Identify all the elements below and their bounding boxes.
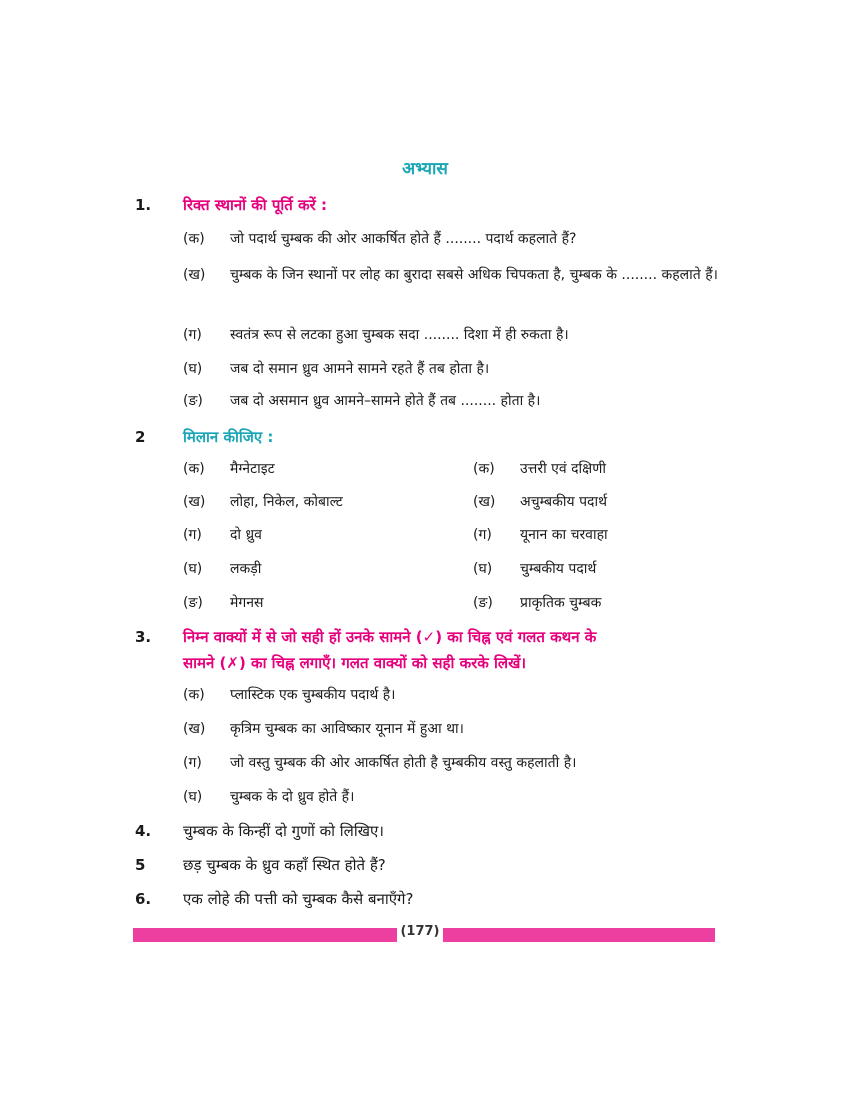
- right-text: अचुम्बकीय पदार्थ: [520, 494, 608, 510]
- item-label: (क): [183, 231, 205, 247]
- item-label: (क): [183, 687, 205, 703]
- item-label: (ख): [183, 721, 206, 737]
- item-label: (घ): [183, 361, 203, 377]
- item-label: (ग): [183, 755, 202, 771]
- match-row: [183, 489, 723, 515]
- right-text: प्राकृतिक चुम्बक: [520, 595, 602, 611]
- item-text: जो वस्तु चुम्बक की ओर आकर्षित होती है चुम्बकीय वस्तु कहलाती है।: [230, 755, 577, 771]
- left-label: (ख): [183, 494, 206, 510]
- footer-bar-left: [133, 928, 397, 942]
- right-label: (ख): [473, 494, 496, 510]
- question-text: चुम्बक के किन्हीं दो गुणों को लिखिए।: [183, 822, 384, 840]
- item-label: (ङ): [183, 393, 203, 409]
- question-number: 4.: [135, 822, 152, 840]
- left-label: (घ): [183, 561, 203, 577]
- match-row: [183, 456, 723, 482]
- item-text: स्वतंत्र रूप से लटका हुआ चुम्बक सदा ........ दिशा में ही रुकता है।: [230, 327, 569, 343]
- right-label: (ग): [473, 527, 492, 543]
- question-number: 1.: [135, 196, 152, 214]
- right-label: (क): [473, 461, 495, 477]
- right-text: उत्तरी एवं दक्षिणी: [520, 461, 606, 477]
- item-text: चुम्बक के दो ध्रुव होते हैं।: [230, 789, 355, 805]
- footer-bar-right: [443, 928, 715, 942]
- question-text-line-2: सामने (✗) का चिह्न लगाएँ। गलत वाक्यों को सही करके लिखें।: [183, 654, 527, 672]
- right-text: यूनान का चरवाहा: [520, 527, 608, 543]
- item-text: प्लास्टिक एक चुम्बकीय पदार्थ है।: [230, 687, 396, 703]
- item-label: (ग): [183, 327, 202, 343]
- question-number: 2: [135, 428, 146, 446]
- item-text: जो पदार्थ चुम्बक की ओर आकर्षित होते हैं ........ पदार्थ कहलाते हैं?: [230, 231, 577, 247]
- left-text: मेगनस: [230, 595, 264, 611]
- left-text: लोहा, निकेल, कोबाल्ट: [230, 494, 343, 510]
- question-text: छड़ चुम्बक के ध्रुव कहाँ स्थित होते हैं?: [183, 856, 386, 874]
- left-text: लकड़ी: [230, 561, 262, 577]
- item-text: कृत्रिम चुम्बक का आविष्कार यूनान में हुआ था।: [230, 721, 464, 737]
- exercise-title: अभ्यास: [402, 159, 448, 179]
- item-label: (घ): [183, 789, 203, 805]
- question-number: 6.: [135, 890, 152, 908]
- question-text: मिलान कीजिए :: [183, 428, 274, 446]
- right-text: चुम्बकीय पदार्थ: [520, 561, 597, 577]
- question-text: एक लोहे की पत्ती को चुम्बक कैसे बनाएँगे?: [183, 890, 414, 908]
- left-label: (ङ): [183, 595, 203, 611]
- left-text: दो ध्रुव: [230, 527, 262, 543]
- match-row: [183, 522, 723, 548]
- match-row: [183, 590, 723, 616]
- right-label: (ङ): [473, 595, 493, 611]
- question-text: रिक्त स्थानों की पूर्ति करें :: [183, 196, 327, 214]
- item-text: जब दो समान ध्रुव आमने सामने रहते हैं तब होता है।: [230, 361, 490, 377]
- match-row: [183, 556, 723, 582]
- question-text-line-1: निम्न वाक्यों में से जो सही हों उनके सामने (✓) का चिह्न एवं गलत कथन के: [183, 628, 597, 646]
- right-label: (घ): [473, 561, 493, 577]
- question-number: 5: [135, 856, 146, 874]
- page-number: (177): [400, 924, 440, 939]
- left-text: मैग्नेटाइट: [230, 461, 275, 477]
- question-3-heading: [135, 624, 735, 680]
- item-label: (ख): [183, 267, 206, 283]
- question-number: 3.: [135, 628, 152, 646]
- item-text: चुम्बक के जिन स्थानों पर लोह का बुरादा सबसे अधिक चिपकता है, चुम्बक के ........ कहलाते हैं।: [230, 267, 718, 283]
- item-text: जब दो असमान ध्रुव आमने–सामने होते हैं तब ........ होता है।: [230, 393, 541, 409]
- left-label: (ग): [183, 527, 202, 543]
- left-label: (क): [183, 461, 205, 477]
